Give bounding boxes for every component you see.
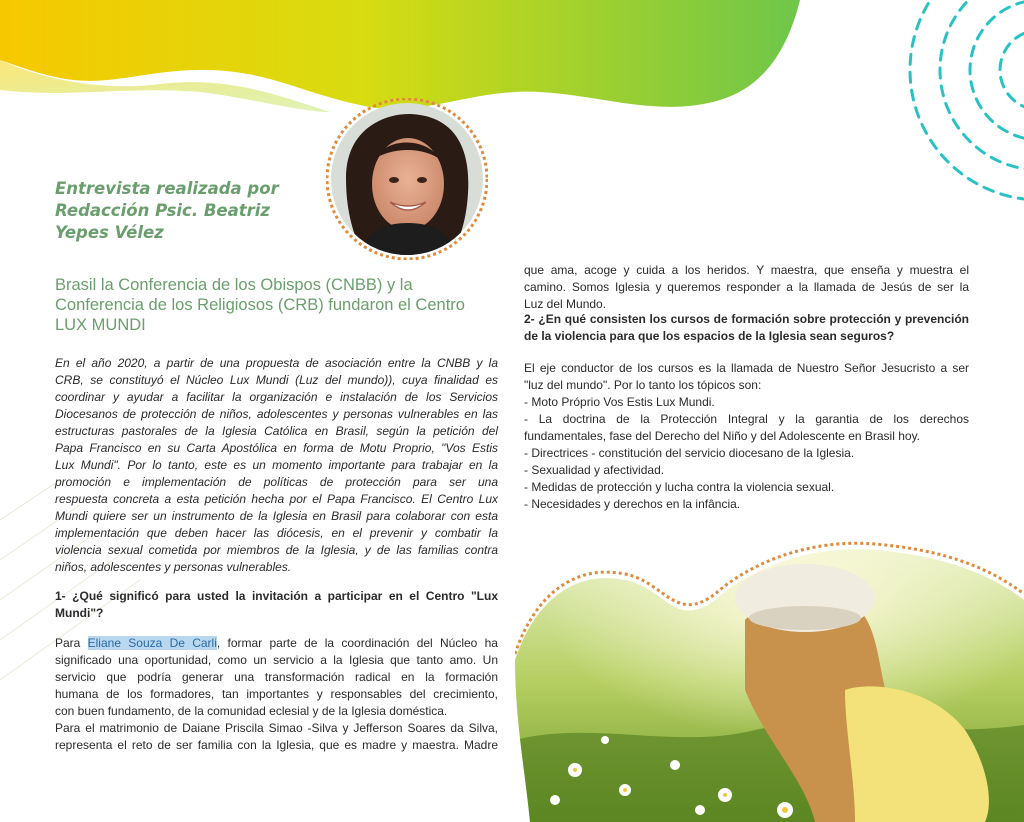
text-line: Para el matrimonio de Daiane Priscila Simao -Silva y Jefferson Soares da Silva, — [55, 721, 498, 735]
list-item — [524, 479, 969, 496]
text-line: implementación que deben hacer las diócesis, en el prevenir y combatir la — [55, 526, 498, 540]
text-line: promoción e implementación de políticas de protección para ser una — [55, 475, 498, 489]
text-line: - Necesidades y derechos en la infância. — [524, 497, 741, 511]
text-line: - Sexualidad y afectividad. — [524, 463, 665, 477]
answer-1-paragraph — [55, 635, 498, 754]
text-fragment: , formar parte de la coordinación del Núcleo ha — [216, 636, 498, 650]
text-line: Papa Francisco en su Carta Apostólica en forma de Motu Proprio, "Vos Estis — [55, 441, 498, 455]
text-line: coordinar y ayudar a facilitar la organización e instalación de los Servicios — [55, 390, 498, 404]
text-line: En el año 2020, a partir de una propuesta de asociación entre la CNBB y la — [55, 356, 498, 370]
text-line: con buen fundamento, de la comunidad eclesial y de la Iglesia doméstica. — [55, 704, 448, 718]
girl-in-meadow-photo — [515, 540, 1024, 822]
text-line: significado una oportunidad, como un servicio a la Iglesia que tanto amo. Un — [55, 653, 498, 667]
interviewee-portrait — [326, 98, 488, 260]
headline-line: Conferencia de los Religiosos (CRB) fundaron el Centro — [55, 296, 465, 314]
text-line: estructuras pastorales de la Iglesia Católica en Brasil, según la petición del — [55, 424, 498, 438]
text-line: "luz del mundo". Por lo tanto los tópicos son: — [524, 378, 762, 392]
question-1-heading — [55, 588, 498, 622]
text-line: Mundi"? — [55, 606, 104, 620]
list-item — [524, 496, 969, 513]
text-line: El eje conductor de los cursos es la llamada de Nuestro Señor Jesucristo a ser — [524, 361, 969, 375]
interview-byline — [55, 178, 285, 244]
list-item — [524, 411, 969, 445]
text-line: - Medidas de protección y lucha contra la violencia sexual. — [524, 480, 835, 494]
list-item — [524, 445, 969, 462]
text-line: camino. Somos Iglesia y queremos responder a la llamada de Jesús de ser la — [524, 280, 969, 294]
text-line: CRB, se constituyó el Núcleo Lux Mundi (Luz del mundo)), cuya finalidad es — [55, 373, 498, 387]
text-line: representa el reto de ser familia con la Iglesia, que es madre y maestra. Madre — [55, 738, 498, 752]
highlighted-name[interactable]: Eliane Souza De Carli — [87, 636, 217, 650]
headline-line: Brasil la Conferencia de los Obispos (CNBB) y la — [55, 276, 413, 294]
article-headline — [55, 275, 505, 335]
text-line: - Directrices - constitución del servicio diocesano de la Iglesia. — [524, 446, 855, 460]
text-line: de la violencia para que los espacios de la Iglesia sean seguros? — [524, 329, 895, 343]
intro-paragraph — [55, 355, 498, 576]
question-2-heading — [524, 311, 969, 345]
byline-line: Entrevista realizada por — [55, 179, 279, 198]
list-item — [524, 462, 969, 479]
text-fragment: Para — [55, 636, 88, 650]
text-line: 2- ¿En qué consisten los cursos de formación sobre protección y prevención — [524, 312, 969, 326]
text-line: servicio que podría generar una transformación radical en la formación — [55, 670, 498, 684]
text-line: Lux Mundi". Por lo tanto, este es un momento importante para trabajar en la — [55, 458, 498, 472]
topics-list — [524, 394, 969, 513]
text-line: humana de los formadores, tan importantes y responsables del crecimiento, — [55, 687, 498, 701]
text-line: Diocesanos de protección de niños, adolescentes y personas vulnerables en las — [55, 407, 498, 421]
text-line: Luz del Mundo. — [524, 297, 607, 311]
text-line: 1- ¿Qué significó para usted la invitación a participar en el Centro "Lux — [55, 589, 498, 603]
text-line — [55, 635, 498, 652]
text-line: niños, adolescentes y personas vulnerables. — [55, 560, 292, 574]
text-line: - Moto Próprio Vos Estis Lux Mundi. — [524, 395, 715, 409]
text-line: respuesta concreta a esta petición hecha por el Papa Francisco. El Centro Lux — [55, 492, 498, 506]
answer-2-intro — [524, 360, 969, 394]
headline-line: LUX MUNDI — [55, 316, 146, 334]
text-line: - La doctrina de la Protección Integral y la garantia de los derechos — [524, 412, 969, 426]
text-line: Mundi quiere ser un instrumento de la Iglesia en Brasil para colaborar con esta — [55, 509, 498, 523]
text-line: que ama, acoge y cuida a los heridos. Y maestra, que enseña y muestra el — [524, 263, 969, 277]
text-line: fundamentales, fase del Derecho del Niño y del Adolescente en Brasil hoy. — [524, 429, 921, 443]
list-item — [524, 394, 969, 411]
byline-line: Yepes Vélez — [55, 223, 164, 242]
answer-1-continuation — [524, 262, 969, 313]
byline-line: Redacción Psic. Beatriz — [55, 201, 271, 220]
text-line: violencia sexual cometida por miembros de la Iglesia, y de las familias contra — [55, 543, 498, 557]
